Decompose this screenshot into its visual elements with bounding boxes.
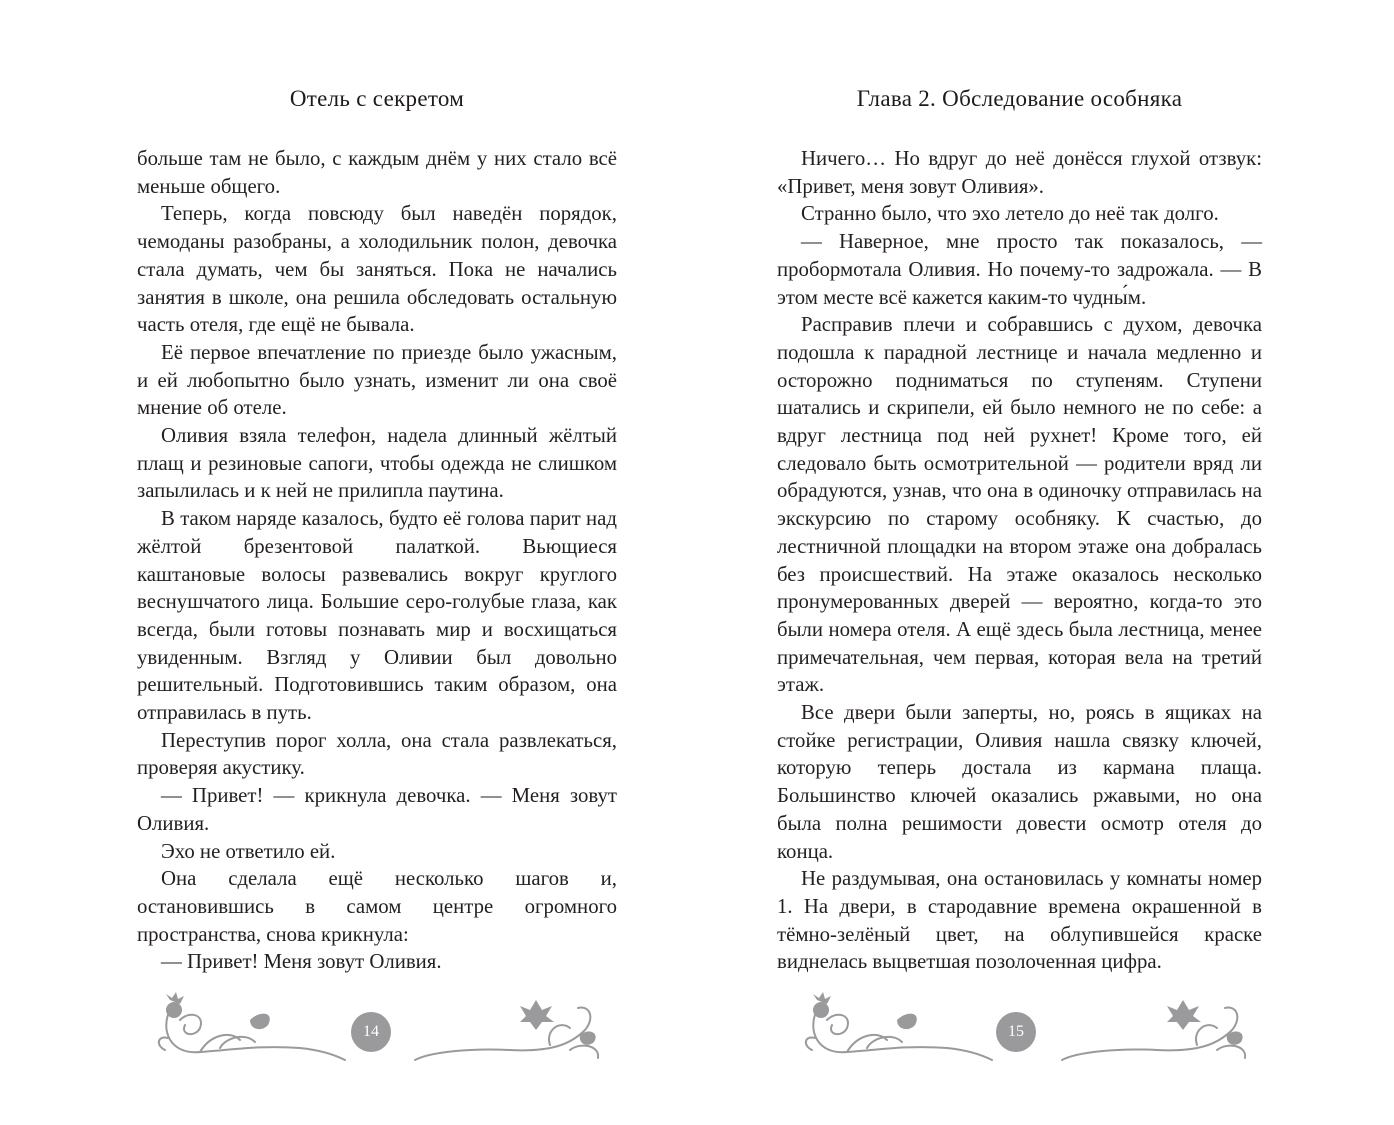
paragraph: Ничего… Но вдруг до неё донёсся глухой отзвук: «Привет, меня зовут Оливия».	[777, 147, 1262, 198]
paragraph: Не раздумывая, она остановилась у комнаты номер 1. На двери, в стародавние времена окрашенной в тёмно-зелёный цвет, на облупившейся краске виднелась выцветшая позолоченная цифра.	[777, 867, 1262, 974]
paragraph: Эхо не ответило ей.	[161, 839, 336, 863]
right-page	[697, 0, 1394, 1125]
paragraph: — Наверное, мне просто так показалось, — пробормотала Оливия. Но почему-то задрожала. — В этом месте всё кажется каким-то чудны́м.	[777, 230, 1262, 309]
paragraph: — Привет! Меня зовут Оливия.	[161, 950, 442, 974]
paragraph: В таком наряде казалось, будто её голова парит над жёлтой брезентовой палаткой. Вьющиеся каштановые волосы развевались вокруг круглого веснушчатого лица. Большие серо-голубые глаза, как всегда, были готовы познавать мир и восхищаться увиденным. Взгляд у Оливии был довольно решительный. Подготовившись таким образом, она отправилась в путь.	[137, 507, 617, 725]
paragraph: Все двери были заперты, но, роясь в ящиках на стойке регистрации, Оливия нашла связку ключей, которую теперь достала из кармана плаща. Большинство ключей оказались ржавыми, но она была полна решимости довести осмотр отеля до конца.	[777, 701, 1262, 863]
body-text-right	[777, 145, 1262, 976]
running-head-left: Отель с секретом	[289, 86, 465, 111]
paragraph: Её первое впечатление по приезде было ужасным, и ей любопытно было узнать, изменит ли она своё мнение об отеле.	[137, 340, 617, 420]
paragraph: Переступив порог холла, она стала развлекаться, проверяя акустику.	[137, 728, 617, 780]
paragraph: Расправив плечи и собравшись с духом, девочка подошла к парадной лестнице и начала медленно и осторожно подниматься по ступеням. Ступени шатались и скрипели, ей было немного не по себе: а вдруг лестница под ней рухнет! Кроме того, ей следовало быть осмотрительной — родители вряд ли обрадуются, узнав, что она в одиночку отправилась на экскурсию по старому особняку. К счастью, до лестничной площадки на втором этаже она добралась без происшествий. На этаже оказалось несколько пронумерованных дверей — вероятно, когда-то это были номера отеля. А ещё здесь была лестница, менее примечательная, чем первая, которая вела на третий этаж.	[777, 313, 1262, 697]
body-text-left	[137, 145, 617, 976]
running-head-right: Глава 2. Обследование особняка	[856, 86, 1183, 111]
paragraph: Оливия взяла телефон, надела длинный жёлтый плащ и резиновые сапоги, чтобы одежда не слишком запылилась и к ней не прилипла паутина.	[137, 424, 617, 503]
paragraph: Теперь, когда повсюду был наведён порядок, чемоданы разобраны, а холодильник полон, девочка стала думать, чем бы заняться. Пока не начались занятия в школе, она решила обследовать остальную часть отеля, где ещё не бывала.	[137, 202, 617, 337]
paragraph: Странно было, что эхо летело до неё так долго.	[801, 202, 1219, 226]
paragraph: больше там не было, с каждым днём у них стало всё меньше общего.	[137, 147, 617, 198]
paragraph: — Привет! — крикнула девочка. — Меня зовут Оливия.	[137, 784, 617, 835]
page-number-right: 15	[996, 1012, 1036, 1052]
page-number-left: 14	[351, 1012, 391, 1052]
paragraph: Она сделала ещё несколько шагов и, остановившись в самом центре огромного пространства, снова крикнула:	[137, 867, 617, 946]
